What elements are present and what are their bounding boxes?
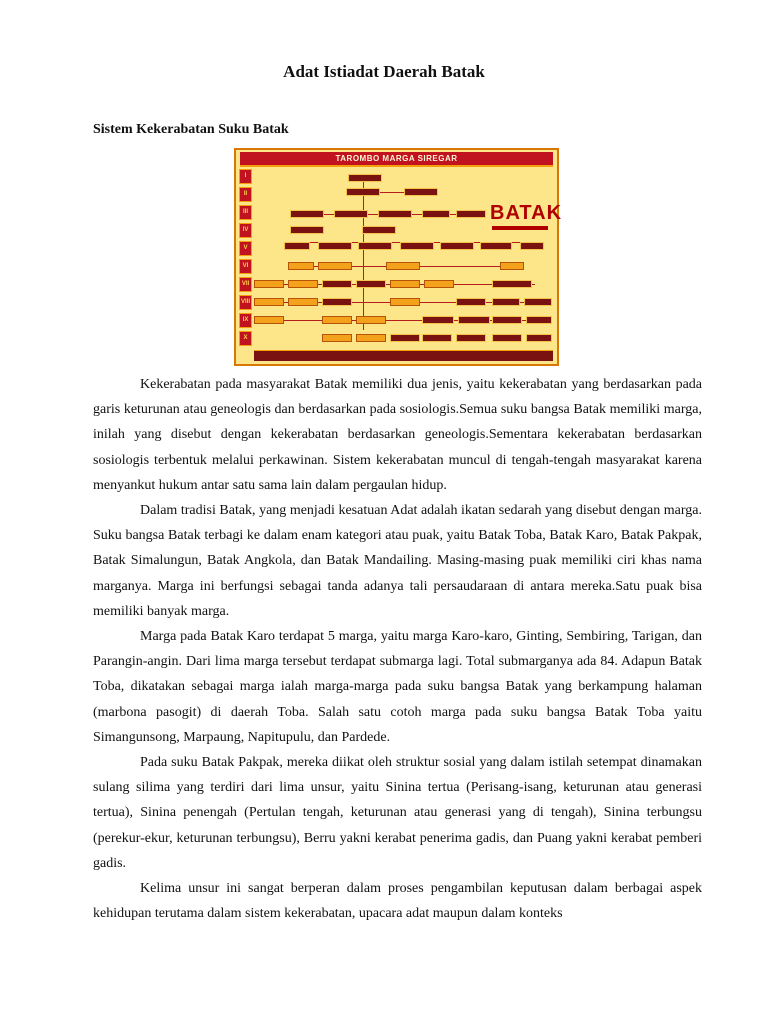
tree-node (284, 242, 310, 250)
tree-node (334, 210, 368, 218)
tree-node (322, 316, 352, 324)
body-text (93, 372, 702, 926)
tree-node (492, 316, 522, 324)
tree-node (348, 174, 382, 182)
tree-node (422, 210, 450, 218)
paragraph: Marga pada Batak Karo terdapat 5 marga, yaitu marga Karo-karo, Ginting, Sembiring, Tarigan, dan Parangin-angin. Dari lima marga tersebut terdapat submarga lagi. Total submarganya ada 84. Adapun Batak Toba, dikatakan sebagai marga ialah marga-marga pada suku bangsa Batak yang berkampung halaman (marbona pasogit) di daerah Toba. Salah satu cotoh marga pada suku bangsa Batak Toba yaitu Simangunsong, Marpaung, Napitupulu, dan Pardede. (93, 629, 702, 745)
tree-node (524, 298, 552, 306)
generation-label: IV (239, 223, 252, 238)
tree-node (424, 280, 454, 288)
tree-node (492, 334, 522, 342)
tree-node (390, 334, 420, 342)
tree-node (288, 280, 318, 288)
tree-node (404, 188, 438, 196)
tree-node (290, 210, 324, 218)
figure-header: TAROMBO MARGA SIREGAR (240, 152, 553, 167)
tree-node (386, 262, 420, 270)
section-heading: Sistem Kekerabatan Suku Batak (93, 122, 289, 137)
tree-node (378, 210, 412, 218)
tree-node (288, 298, 318, 306)
generation-label: X (239, 331, 252, 346)
tree-node (456, 334, 486, 342)
paragraph: Dalam tradisi Batak, yang menjadi kesatuan Adat adalah ikatan sedarah yang disebut dengan marga. Suku bangsa Batak terbagi ke dalam enam kategori atau puak, yaitu Batak Toba, Batak Karo, Batak Pakpak, Batak Simalungun, Batak Angkola, dan Batak Mandailing. Masing-masing puak memiliki ciri khas nama marganya. Marga ini berfungsi sebagai tanda adanya tali persaudaraan di antara mereka.Satu puak bisa memiliki banyak marga. (93, 503, 702, 619)
batak-logo: BATAK (490, 202, 563, 224)
generation-label: VII (239, 277, 252, 292)
tree-node (358, 242, 392, 250)
tree-node (346, 188, 380, 196)
generation-column (239, 167, 252, 348)
document-title: Adat Istiadat Daerah Batak (283, 62, 485, 81)
tree-trunk-line (363, 180, 364, 330)
tree-node (322, 298, 352, 306)
tree-node (400, 242, 434, 250)
tree-node (422, 316, 454, 324)
tree-node (520, 242, 544, 250)
generation-label: I (239, 169, 252, 184)
tree-node (322, 334, 352, 342)
generation-label: V (239, 241, 252, 256)
generation-label: III (239, 205, 252, 220)
paragraph: Kelima unsur ini sangat berperan dalam proses pengambilan keputusan dalam berbagai aspek kehidupan terutama dalam sistem kekerabatan, upacara adat maupun dalam konteks (93, 881, 702, 922)
tree-node (254, 316, 284, 324)
generation-label: II (239, 187, 252, 202)
tree-node (526, 316, 552, 324)
tree-node (390, 280, 420, 288)
tree-node (322, 280, 352, 288)
tree-node (422, 334, 452, 342)
tree-node (288, 262, 314, 270)
logo-underline (492, 226, 548, 230)
tree-node (458, 316, 490, 324)
tree-node (362, 226, 396, 234)
paragraph: Kekerabatan pada masyarakat Batak memiliki dua jenis, yaitu kekerabatan yang berdasarkan pada garis keturunan atau geneologis dan berdasarkan pada sosiologis.Semua suku bangsa Batak memiliki marga, inilah yang disebut dengan kekerabatan berdasarkan geneologis.Sementara kekerabatan berdasarkan sosiologis terbentuk melalui perkawinan. Sistem kekerabatan muncul di tengah-tengah masyarakat karena menyankut hukum antar satu sama lain dalam pergaulan hidup. (93, 377, 702, 493)
tree-node (254, 298, 284, 306)
tree-node (356, 334, 386, 342)
tree-node (456, 210, 486, 218)
tree-node (480, 242, 512, 250)
tree-node (254, 280, 284, 288)
tree-node (492, 280, 532, 288)
tree-node (318, 262, 352, 270)
tree-node (356, 280, 386, 288)
tree-node (526, 334, 552, 342)
tree-node (356, 316, 386, 324)
generation-label: VI (239, 259, 252, 274)
tree-node (318, 242, 352, 250)
paragraph: Pada suku Batak Pakpak, mereka diikat oleh struktur sosial yang dalam istilah setempat dinamakan sulang silima yang terdiri dari lima unsur, yaitu Sinina tertua (Perisang-isang, keturunan atau generasi tertua), Sinina penengah (Pertulan tengah, keturunan atau generasi yang di tengah), Sinina terbungsu (perekur-ekur, keturunan terbungsu), Berru yakni kerabat penerima gadis, dan Puang yakni kerabat pemberi gadis. (93, 755, 702, 871)
generation-label: VIII (239, 295, 252, 310)
figure-footer (254, 350, 553, 361)
tree-node (440, 242, 474, 250)
tree-node (500, 262, 524, 270)
tree-node (290, 226, 324, 234)
generation-label: IX (239, 313, 252, 328)
tree-node (456, 298, 486, 306)
tree-node (390, 298, 420, 306)
family-tree-figure (234, 148, 563, 366)
tree-node (492, 298, 520, 306)
